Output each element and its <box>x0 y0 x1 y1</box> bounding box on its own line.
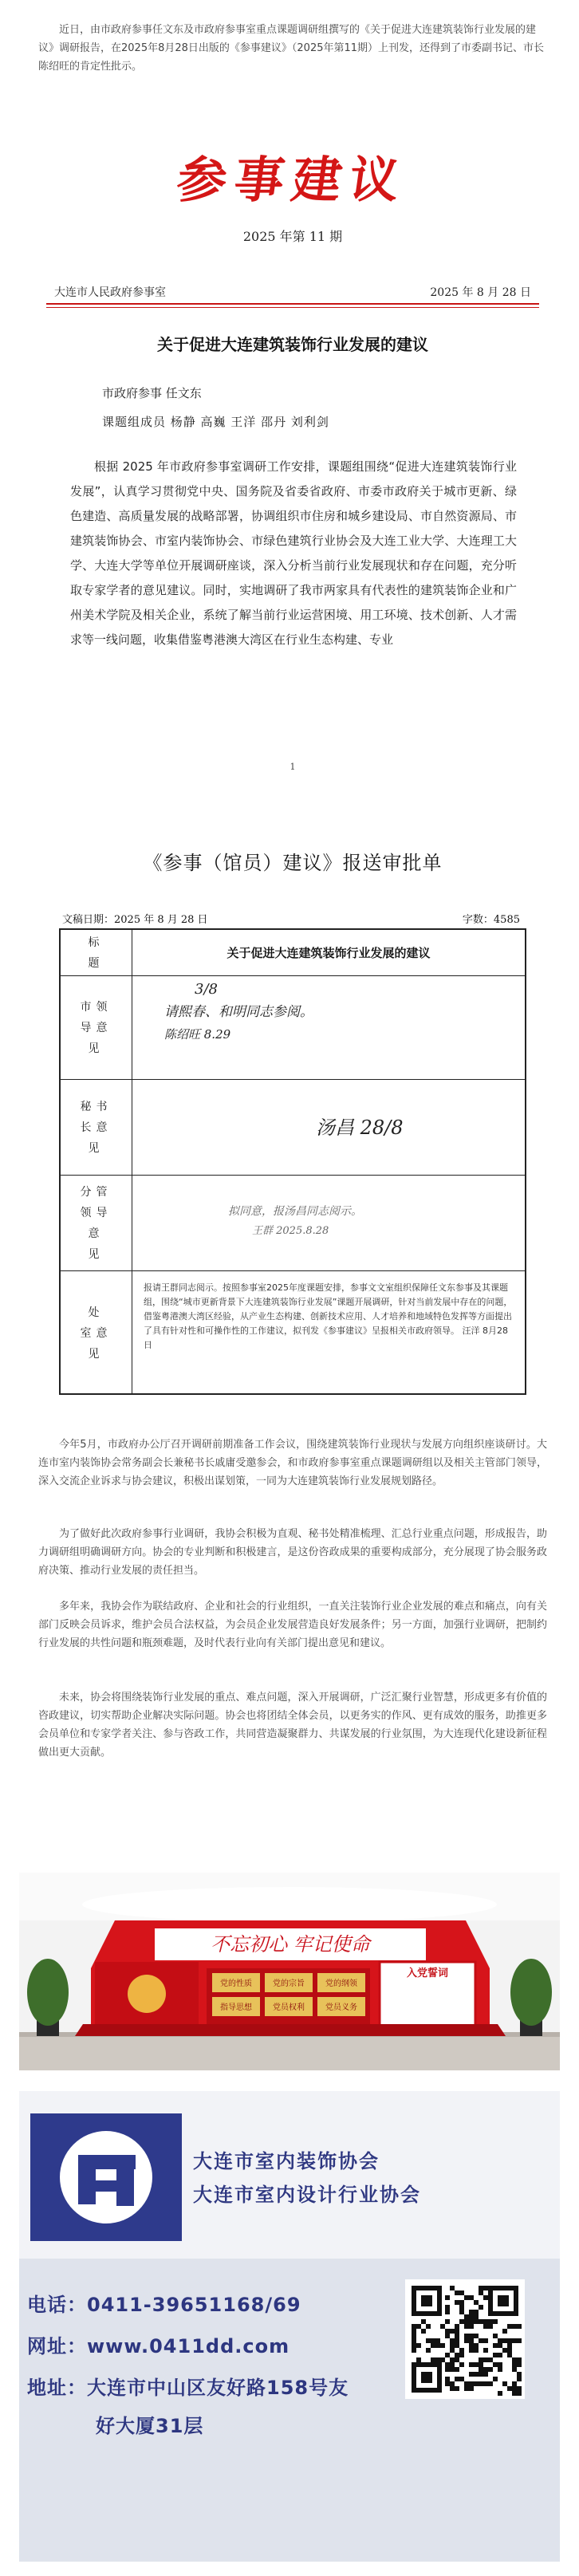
approval-form-image <box>38 798 547 1404</box>
party-wall-illustration <box>19 1873 560 2070</box>
form-row-title <box>61 930 525 976</box>
document-red-rule-thin <box>46 307 539 308</box>
document-team: 课题组成员 杨静 高巍 王洋 邵丹 刘利剑 <box>102 415 329 429</box>
article-paragraph-1: 今年5月，市政府办公厅召开调研前期准备工作会议，围绕建筑装饰行业现状与发展方向组织座谈研讨。大连市室内装饰协会常务副会长兼秘书长戚庸受邀参会，和市政府参事室重点课题调研组以及相关主管部门领导，深入交流企业诉求与协会建议，积极出谋划策，一同为大连建筑装饰行业发展规划路径。 <box>38 1439 547 1487</box>
document-red-rule <box>46 303 539 305</box>
document-page-image <box>38 128 547 782</box>
form-title-value: 关于促进大连建筑装饰行业发展的建议 <box>226 946 431 960</box>
form-label-secretary: 秘书长意 见 <box>61 1080 132 1175</box>
leader-date-mark: 3/8 <box>195 981 218 998</box>
form-label-leader: 市领导意 见 <box>61 976 132 1079</box>
association-name-2: 大连市室内设计行业协会 <box>193 2184 421 2206</box>
qr-code-icon <box>405 2279 525 2399</box>
deputy-signature: 王群 2025.8.28 <box>252 1225 329 1237</box>
photo-card-label: 党员义务 <box>325 2003 357 2012</box>
photo-card-label: 党的纲领 <box>325 1979 357 1988</box>
photo-banner-text: 不忘初心 牢记使命 <box>211 1933 370 1956</box>
form-row-deputy <box>61 1176 525 1271</box>
form-row-secretary <box>61 1080 525 1176</box>
document-page-number: 1 <box>290 762 296 772</box>
photo-card-label: 指导思想 <box>220 2003 252 2012</box>
document-body: 根据 2025 年市政府参事室调研工作安排，课题组围绕“促进大连建筑装饰行业发展”，认真学习贯彻党中央、国务院及省委省政府、市委市政府关于城市更新、绿色建造、高质量发展的战略部署，协调组织市住房和城乡建设局、市自然资源局、市建筑装饰协会、市室内装饰协会、市绿色建筑行业协会及大连工业大学、大连理工大学、大连大学等单位开展调研座谈，深入分析当前行业发展现状和存在问题，充分听取专家学者的意见建议。同时，实地调研了我市两家具有代表性的建筑装饰企业和广州美术学院及相关企业，系统了解当前行业运营困境、用工环境、技术创新、人才需求等一线问题，收集借鉴粤港澳大湾区在行业生态构建、专业 <box>70 459 517 647</box>
document-office: 大连市人民政府参事室 <box>54 286 166 299</box>
association-name-1: 大连市室内装饰协会 <box>193 2150 380 2172</box>
article-paragraph-2: 为了做好此次政府参事行业调研，我协会积极为直观、秘书处精准梳理、汇总行业重点问题，形成报告，助力调研组明确调研方向。协会的专业判断和积极建言，是这份咨政成果的重要构成部分，充分展现了协会服务政府决策、推动行业发展的责任担当。 <box>38 1528 547 1577</box>
footer-phone: 电话：0411-39651168/69 <box>27 2294 301 2316</box>
form-row-office <box>61 1271 525 1395</box>
office-note: 报请王群同志阅示。按照参事室2025年度课题安排，参事文文室组织保障任文东参事及其课题组，围绕“城市更新背景下大连建筑装饰行业发展”课题开展调研，针对当前发展中存在的问题，借鉴粤港澳大湾区经验，从产业生态构建、创新技术应用、人才培养和地域特色发挥等方面提出了具有针对性和可操作性的工作建议，拟刊发《参事建议》呈报相关市政府领导。 汪洋 8月28日 <box>144 1282 513 1350</box>
form-label-deputy: 分管领导意 见 <box>61 1176 132 1270</box>
document-issue-number: 2025 年第 11 期 <box>242 229 343 244</box>
party-wall-photo <box>19 1873 560 2070</box>
footer-website: 网址：www.0411dd.com <box>27 2335 290 2357</box>
deputy-note: 拟同意，报汤昌同志阅示。 <box>228 1205 362 1218</box>
form-word-count: 字数：4585 <box>462 914 520 926</box>
document-author: 市政府参事 任文东 <box>102 386 202 400</box>
form-label-title: 标 题 <box>61 930 132 975</box>
footer-address-line-2: 好大厦31层 <box>96 2415 204 2437</box>
qr-code-graphic <box>405 2279 525 2399</box>
photo-oath-title: 入党誓词 <box>406 1967 449 1979</box>
document-title: 关于促进大连建筑装饰行业发展的建议 <box>157 335 428 354</box>
form-row-leader <box>61 976 525 1080</box>
intro-paragraph: 近日，由市政府参事任文东及市政府参事室重点课题调研组撰写的《关于促进大连建筑装饰行业发展的建议》调研报告，在2025年8月28日出版的《参事建议》（2025年第11期）上刊发，还得到了市委副书记、市长陈绍旺的肯定性批示。 <box>38 24 545 73</box>
form-label-office: 处 室意 见 <box>61 1271 132 1395</box>
leader-note: 请熙春、和明同志参阅。 <box>164 1004 313 1020</box>
document-date: 2025 年 8 月 28 日 <box>430 286 531 299</box>
secretary-signature: 汤昌 28/8 <box>316 1117 404 1139</box>
logo-mark-icon <box>30 2113 182 2241</box>
photo-card-label: 党员权利 <box>273 2003 305 2012</box>
article-paragraph-4: 未来，协会将围绕装饰行业发展的重点、难点问题，深入开展调研，广泛汇聚行业智慧，形成更多有价值的咨政建议，切实帮助企业解决实际问题。协会也将团结全体会员，以更务实的作风、更有成效的服务，助推更多会员单位和专家学者关注、参与咨政工作，共同营造凝聚群力、共谋发展的行业氛围，为大连现代化建设新征程做出更大贡献。 <box>38 1692 547 1759</box>
footer-address-line-1: 地址：大连市中山区友好路158号友 <box>27 2377 349 2399</box>
photo-card-label: 党的性质 <box>220 1979 252 1988</box>
association-logo <box>30 2113 182 2241</box>
form-table <box>59 928 526 1395</box>
leader-signature: 陈绍旺 8.29 <box>164 1027 231 1042</box>
association-footer <box>19 2091 560 2562</box>
photo-card-label: 党的宗旨 <box>273 1979 305 1988</box>
form-date: 文稿日期：2025 年 8 月 28 日 <box>62 914 208 926</box>
article-paragraph-3: 多年来，我协会作为联结政府、企业和社会的行业组织，一直关注装饰行业企业发展的难点和痛点，向有关部门反映会员诉求，维护会员合法权益，为会员企业发展营造良好发展条件；另一方面，加强行业调研，把制约行业发展的共性问题和瓶颈难题，及时代表行业向有关部门提出意见和建议。 <box>38 1601 547 1649</box>
document-masthead: 参事建议 <box>173 151 412 209</box>
form-title: 《参事（馆员）建议》报送审批单 <box>143 852 443 874</box>
